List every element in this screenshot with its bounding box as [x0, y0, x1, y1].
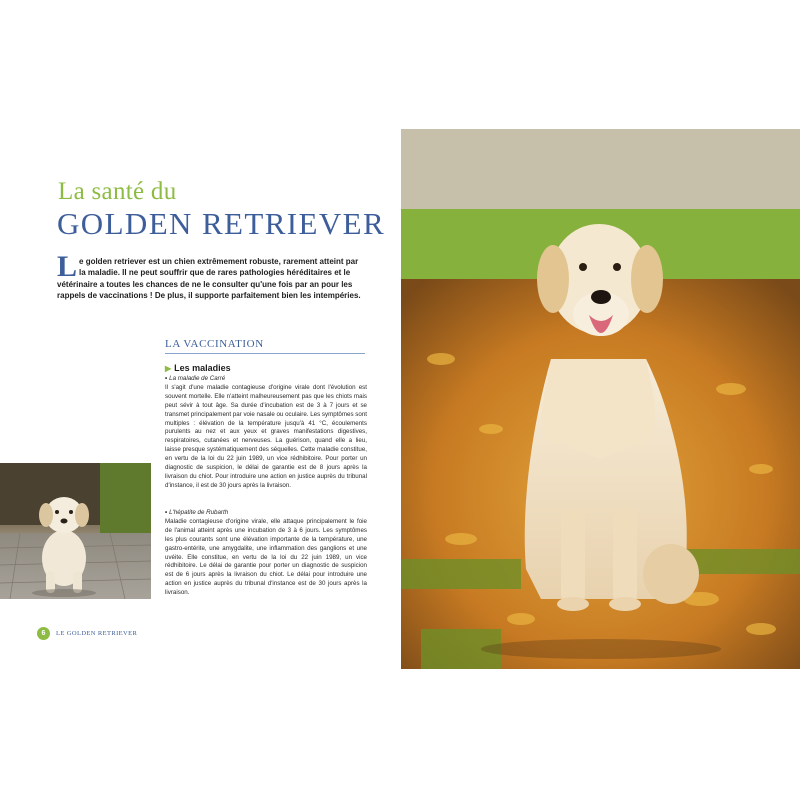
item-title-text: La maladie de Carré: [169, 375, 226, 382]
subheading-text: Les maladies: [174, 363, 231, 373]
drop-cap: L: [57, 250, 78, 283]
item-paragraph: Maladie contagieuse d'origine virale, elle attaque principalement le foie de l'animal atteint après une incubation de 3 à 6 jours. Les symptômes les plus courants sont une élévation importante de la température, une gastro-entérite, une amygdalite, une inflammation des ganglions et une uvéite. Elle constitue, en vertu de la loi du 22 juin 1989, un vice rédhibitoire. Le délai de garantie pour porter un diagnostic de suspicion est de 6 jours après la livraison du chiot. Le délai pour introduire une action en justice auprès du tribunal d'instance est de 30 jours après la livraison.: [165, 517, 367, 597]
intro-text: e golden retriever est un chien extrêmement robuste, rarement atteint par la maladie. Il ne peut souffrir que de rares pathologies héréditaires et le vétérinaire a toutes les chances de ne le consulter qu'une fois par an pour les rappels de vaccinations ! De plus, il supporte parfaitement bien les intempéries.: [57, 257, 361, 301]
golden-retriever-photo: [401, 129, 800, 669]
page-title-small: La santé du: [58, 178, 177, 205]
item-title: [165, 375, 367, 384]
item-title-text: L'hépatite de Rubarth: [169, 509, 229, 516]
puppy-photo: [0, 463, 151, 599]
intro-paragraph: [57, 250, 367, 302]
running-footer-title: LE GOLDEN RETRIEVER: [56, 630, 138, 637]
triangle-bullet-icon: ▶: [165, 364, 172, 373]
item-paragraph: Il s'agit d'une maladie contagieuse d'origine virale dont l'évolution est souvent mortelle. Elle n'atteint malheureusement pas que les chiots mais peut sévir à tout âge. Sa durée d'incubation est de 3 à 7 jours et se transmet principalement par voie nasale ou oculaire. Les symptômes sont multiples : élévation de la température jusqu'à 41 °C, écoulements purulents au nez et aux yeux et graves manifestations digestives, respiratoires, cutanées et nerveuses. La guérison, quand elle a lieu, laisse presque systématiquement des séquelles. Cette maladie constitue, en vertu de la loi du 22 juin 1989, un vice rédhibitoire. Pour porter un diagnostic de suspicion, le délai de garantie est de 8 jours après la livraison du chiot. Pour introduire une action en justice auprès du tribunal d'instance, il est de 30 jours après la livraison.: [165, 383, 367, 489]
item-title: [165, 509, 367, 518]
item-bullet: •: [165, 375, 168, 382]
section-heading: LA VACCINATION: [165, 338, 365, 354]
item-bullet: •: [165, 509, 168, 516]
page-footer: [37, 627, 137, 640]
golden-retriever-illustration: [401, 129, 800, 669]
page-number: 6: [37, 627, 50, 640]
puppy-illustration: [0, 463, 151, 599]
body-item-carre: [165, 375, 367, 491]
page-title: GOLDEN RETRIEVER: [57, 206, 386, 241]
body-item-rubarth: [165, 509, 367, 598]
subheading: [165, 363, 231, 373]
